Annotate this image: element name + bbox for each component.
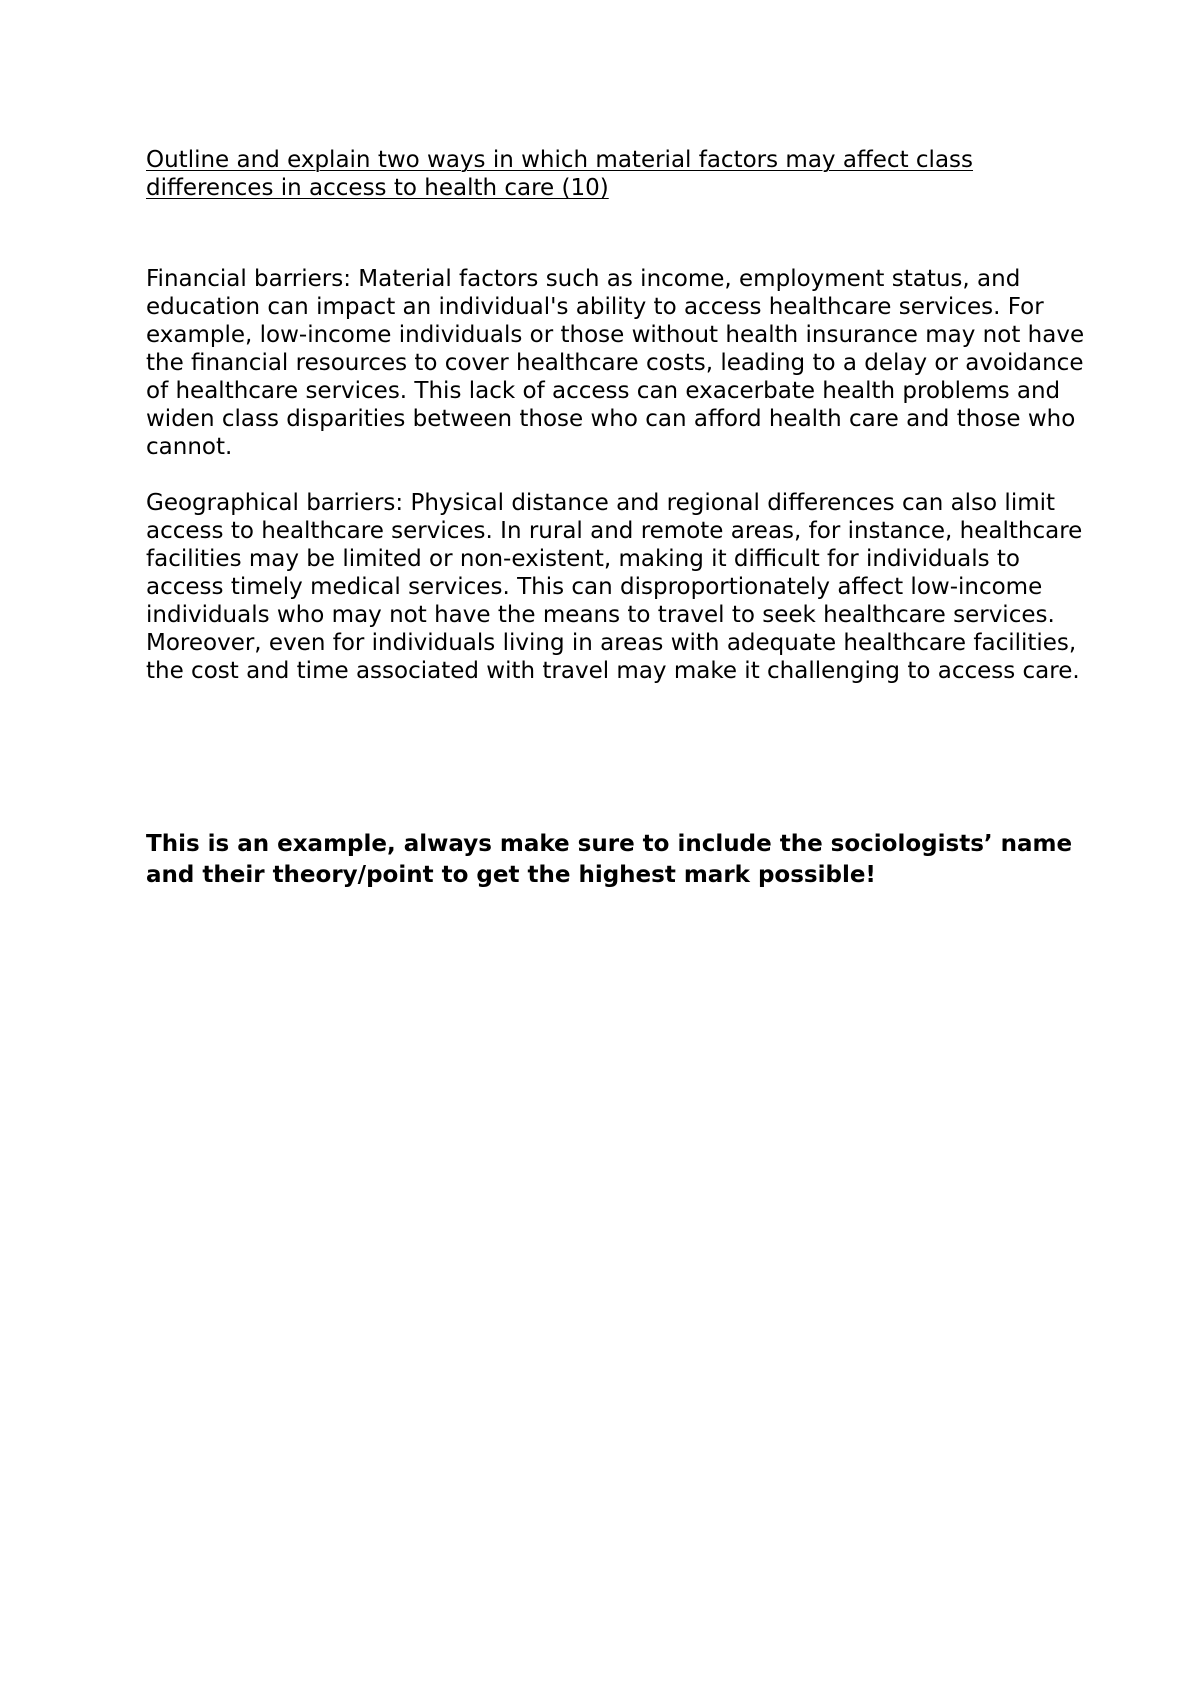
example-note: This is an example, always make sure to include the sociologists’ name and their theory/point to get the highest mark possible! bbox=[146, 831, 1073, 888]
document-body bbox=[146, 146, 1086, 891]
question-title: Outline and explain two ways in which material factors may affect class differences in access to health care (10) bbox=[146, 147, 974, 201]
paragraph-geographical-barriers: Geographical barriers: Physical distance and regional differences can also limit access to healthcare services. In rural and remote areas, for instance, healthcare facilities may be limited or non-existent, making it difficult for individuals to access timely medical services. This can disproportionately affect low-income individuals who may not have the means to travel to seek healthcare services. Moreover, even for individuals living in areas with adequate healthcare facilities, the cost and time associated with travel may make it challenging to access care. bbox=[146, 490, 1083, 684]
paragraph-financial-barriers: Financial barriers: Material factors such as income, employment status, and education can impact an individual's ability to access healthcare services. For example, low-income individuals or those without health insurance may not have the financial resources to cover healthcare costs, leading to a delay or avoidance of healthcare services. This lack of access can exacerbate health problems and widen class disparities between those who can afford health care and those who cannot. bbox=[146, 266, 1085, 460]
